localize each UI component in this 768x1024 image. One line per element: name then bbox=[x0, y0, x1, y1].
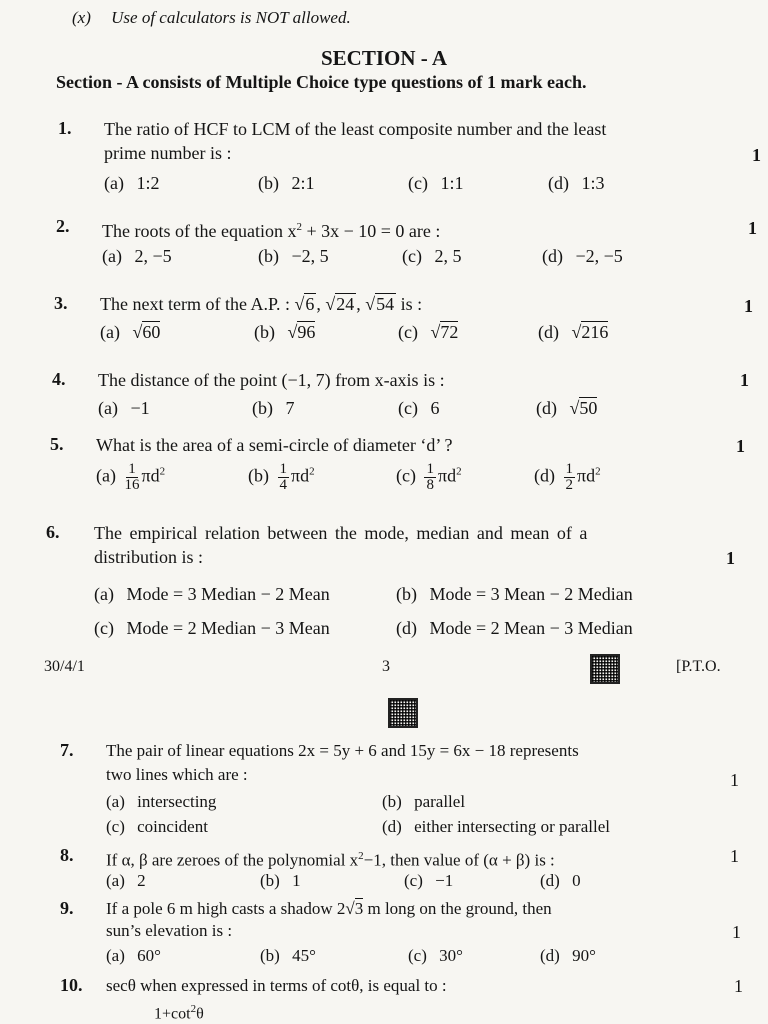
option-a: (a) 2 bbox=[106, 871, 146, 890]
option-b: (b) 45° bbox=[260, 946, 316, 965]
section-description: Section - A consists of Multiple Choice type questions of 1 mark each. bbox=[56, 72, 587, 92]
question-number: 9. bbox=[60, 898, 74, 918]
option-a: (a) intersecting bbox=[106, 792, 217, 811]
option-d: (d) √216 bbox=[538, 322, 609, 342]
marks: 1 bbox=[726, 548, 735, 568]
question-text-cont: prime number is : bbox=[104, 143, 232, 163]
option-a: (a) −1 bbox=[98, 398, 150, 418]
option-c: (c) 6 bbox=[398, 398, 440, 418]
option-c: (c) 30° bbox=[408, 946, 463, 965]
question-text: What is the area of a semi-circle of diameter ‘d’ ? bbox=[96, 435, 453, 455]
instruction-line bbox=[72, 8, 351, 28]
question-number: 10. bbox=[60, 975, 83, 995]
option-c: (c) √72 bbox=[398, 322, 459, 342]
marks: 1 bbox=[748, 218, 757, 238]
option-b: (b) −2, 5 bbox=[258, 246, 329, 266]
page-number: 3 bbox=[382, 658, 390, 675]
instruction-number: (x) bbox=[72, 8, 91, 27]
marks: 1 bbox=[730, 846, 739, 866]
question-number: 8. bbox=[60, 845, 74, 865]
option-b: (b) 7 bbox=[252, 398, 295, 418]
option-c: (c) 2, 5 bbox=[402, 246, 462, 266]
option-b: (b) parallel bbox=[382, 792, 466, 811]
option-d: (d) Mode = 2 Mean − 3 Median bbox=[396, 618, 633, 638]
question-text: secθ when expressed in terms of cotθ, is equal to : bbox=[106, 976, 447, 995]
qr-code-icon bbox=[590, 654, 620, 684]
question-text-cont: distribution is : bbox=[94, 547, 204, 567]
section-title: SECTION - A bbox=[320, 46, 448, 70]
option-c: (c) Mode = 2 Median − 3 Mean bbox=[94, 618, 330, 638]
option-a: (a) 1:2 bbox=[104, 173, 160, 193]
marks: 1 bbox=[740, 370, 749, 390]
option-b: (b) $\frac{1}{4}$ $\pi d^2$ bbox=[248, 461, 315, 493]
option-c: (c) −1 bbox=[404, 871, 454, 890]
marks: 1 bbox=[752, 145, 761, 165]
option-c: (c) $\frac{1}{8}$ $\pi d^2$ bbox=[396, 461, 462, 493]
question-text: If a pole 6 m high casts a shadow 2√3 m long on the ground, then bbox=[106, 899, 552, 918]
marks: 1 bbox=[734, 976, 743, 996]
option-a: (a) Mode = 3 Median − 2 Mean bbox=[94, 584, 330, 604]
marks: 1 bbox=[736, 436, 745, 456]
question-number: 4. bbox=[52, 369, 66, 389]
pto-label: [P.T.O. bbox=[676, 658, 721, 675]
marks: 1 bbox=[730, 770, 739, 790]
question-text: If α, β are zeroes of the polynomial $x^2-1$, then value of (α + β) is : bbox=[106, 850, 555, 870]
option-d: (d) 0 bbox=[540, 871, 581, 890]
question-number: 6. bbox=[46, 522, 60, 542]
option-b: (b) 2:1 bbox=[258, 173, 315, 193]
question-number: 2. bbox=[56, 216, 70, 236]
option-c: (c) 1:1 bbox=[408, 173, 464, 193]
option-d: (d) 90° bbox=[540, 946, 596, 965]
question-text: The ratio of HCF to LCM of the least composite number and the least bbox=[104, 119, 607, 139]
question-number: 7. bbox=[60, 740, 74, 760]
option-c: (c) coincident bbox=[106, 817, 208, 836]
instruction-text: Use of calculators is NOT allowed. bbox=[111, 8, 351, 27]
question-number: 3. bbox=[54, 293, 68, 313]
question-number: 5. bbox=[50, 434, 64, 454]
option-d: (d) $\frac{1}{2}$ $\pi d^2$ bbox=[534, 461, 601, 493]
option-d: (d) √50 bbox=[536, 398, 598, 418]
option-a: (a) $\frac{1}{16}$ $\pi d^2$ bbox=[96, 461, 166, 493]
question-number: 1. bbox=[58, 118, 72, 138]
question-text: The roots of the equation $x^2 + 3x - 10 = 0$ are : bbox=[102, 221, 441, 241]
option-a: (a) 2, −5 bbox=[102, 246, 172, 266]
question-text: The distance of the point (−1, 7) from x-axis is : bbox=[98, 370, 445, 390]
option-d: (d) either intersecting or parallel bbox=[382, 817, 610, 836]
question-text-cont: two lines which are : bbox=[106, 765, 248, 784]
question-text-cont: sun’s elevation is : bbox=[106, 921, 233, 940]
option-b: (b) √96 bbox=[254, 322, 316, 342]
option-a: (a) 60° bbox=[106, 946, 161, 965]
paper-code: 30/4/1 bbox=[44, 658, 85, 675]
option-b: (b) Mode = 3 Mean − 2 Median bbox=[396, 584, 633, 604]
question-text: The pair of linear equations 2x = 5y + 6 and 15y = 6x − 18 represents bbox=[106, 741, 579, 760]
option-a-partial: $1+\cot^2\theta$ bbox=[154, 1003, 204, 1023]
marks: 1 bbox=[744, 296, 753, 316]
option-d: (d) 1:3 bbox=[548, 173, 605, 193]
question-text: The empirical relation between the mode, median and mean of a bbox=[94, 523, 588, 543]
option-d: (d) −2, −5 bbox=[542, 246, 623, 266]
option-a: (a) √60 bbox=[100, 322, 161, 342]
qr-code-icon bbox=[388, 698, 418, 728]
marks: 1 bbox=[732, 922, 741, 942]
question-text: The next term of the A.P. : √6 , √24 , √54 is : bbox=[100, 294, 423, 314]
option-b: (b) 1 bbox=[260, 871, 301, 890]
